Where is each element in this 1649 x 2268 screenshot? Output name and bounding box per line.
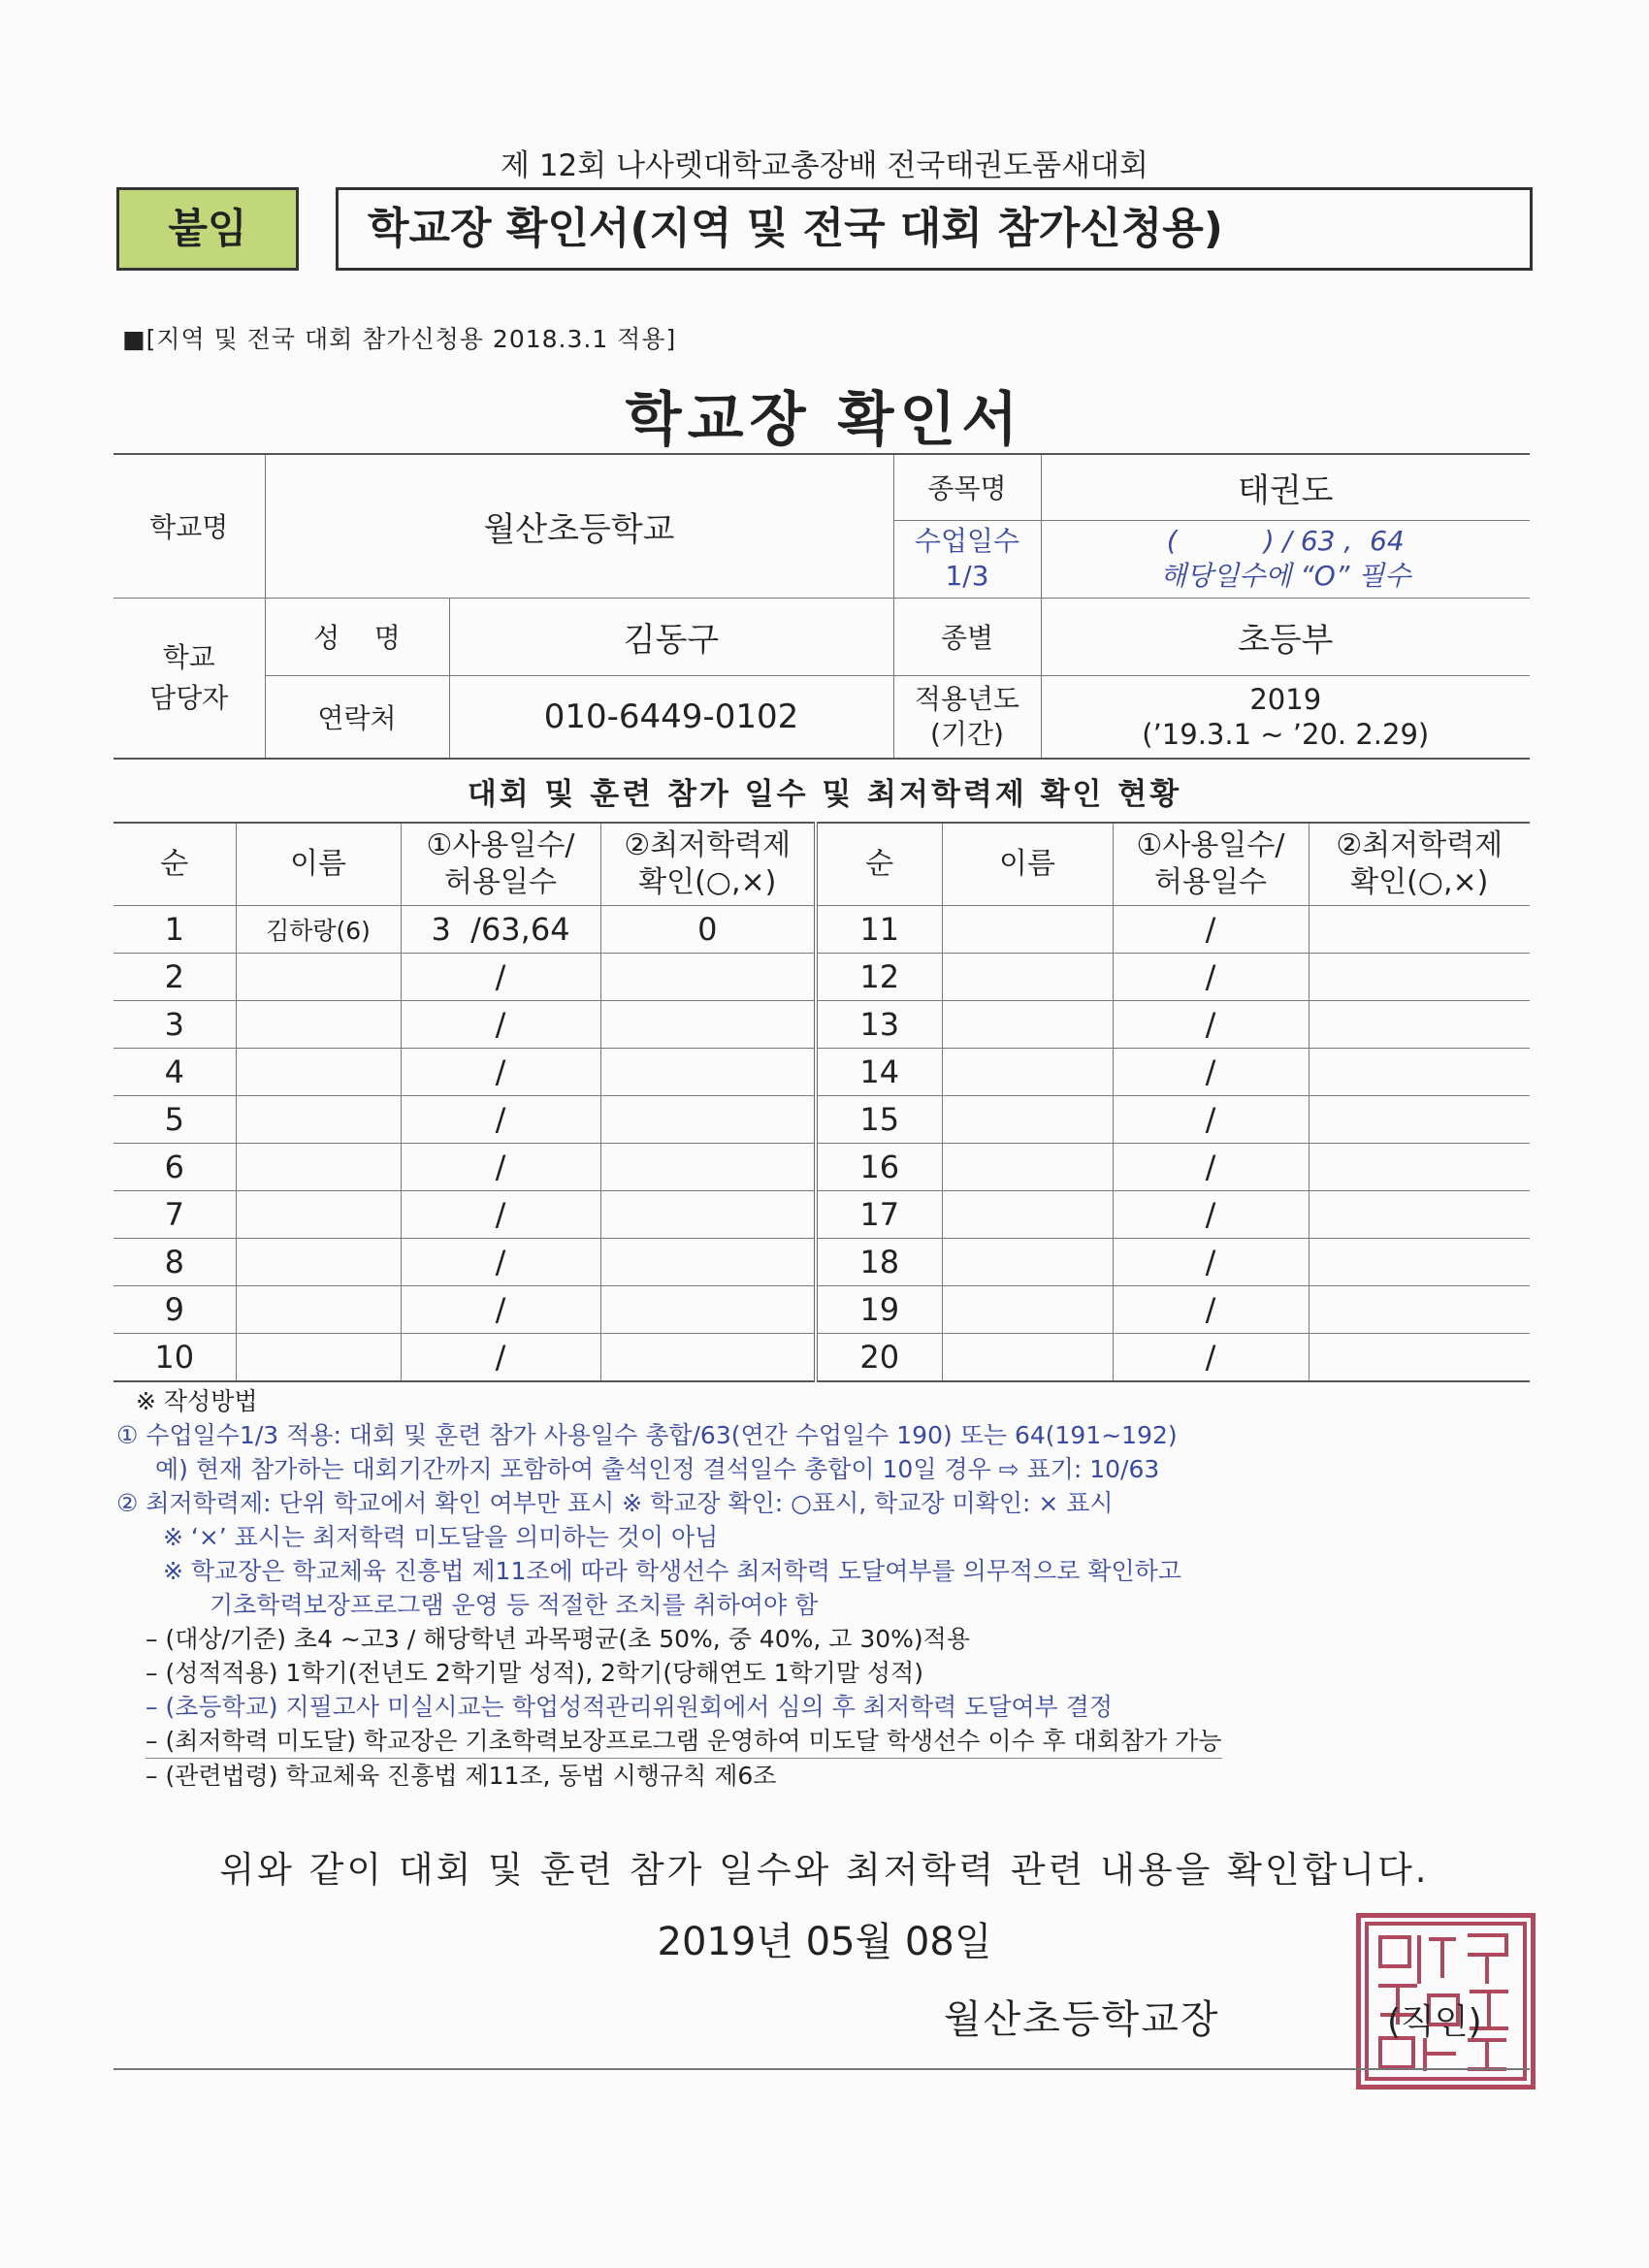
row-check-2 bbox=[1309, 1096, 1530, 1144]
year-label-2: (기간) bbox=[930, 717, 1004, 750]
row-name bbox=[236, 1001, 401, 1049]
col-name-2: 이름 bbox=[942, 823, 1113, 906]
class-days-label-1: 수업일수 bbox=[914, 525, 1020, 557]
year-label bbox=[893, 675, 1041, 759]
row-days: / bbox=[401, 1239, 600, 1286]
row-days: / bbox=[401, 1001, 600, 1049]
row-no-2: 11 bbox=[816, 906, 942, 954]
row-check bbox=[600, 1239, 816, 1286]
row-name-2 bbox=[942, 1286, 1113, 1334]
row-days-2: / bbox=[1113, 1096, 1309, 1144]
row-no: 7 bbox=[113, 1191, 236, 1239]
row-check bbox=[600, 1096, 816, 1144]
row-no-2: 17 bbox=[816, 1191, 942, 1239]
writing-instructions bbox=[116, 1384, 1533, 1793]
table-row bbox=[113, 1334, 1530, 1382]
confirmation-text: 위와 같이 대회 및 훈련 참가 일수와 최저학력 관련 내용을 확인합니다. bbox=[219, 1849, 1430, 1891]
event-title: 제 12회 나사렛대학교총장배 전국태권도품새대회 bbox=[501, 148, 1148, 183]
col-check-2nd-1: ②최저학력제 bbox=[1336, 828, 1504, 862]
school-name-label: 학교명 bbox=[113, 454, 265, 598]
col-check-2: 확인(○,×) bbox=[638, 865, 777, 899]
row-days-2: / bbox=[1113, 1001, 1309, 1049]
table-row bbox=[113, 1049, 1530, 1096]
row-check-2 bbox=[1309, 906, 1530, 954]
col-days-2nd-1: ①사용일수/ bbox=[1136, 828, 1285, 862]
row-no-2: 14 bbox=[816, 1049, 942, 1096]
manager-label-2: 담당자 bbox=[149, 681, 229, 714]
row-days: / bbox=[401, 1286, 600, 1334]
class-days-label-2: 1/3 bbox=[945, 560, 989, 592]
table-row bbox=[113, 906, 1530, 954]
row-name-2 bbox=[942, 954, 1113, 1001]
row-check-2 bbox=[1309, 1049, 1530, 1096]
row-days: 3 /63,64 bbox=[401, 906, 600, 954]
row-days-2: / bbox=[1113, 906, 1309, 954]
table-row bbox=[113, 1096, 1530, 1144]
contact-value: 010-6449-0102 bbox=[449, 675, 893, 759]
table-row bbox=[113, 954, 1530, 1001]
note-2c: ※ 학교장은 학교체육 진흥법 제11조에 따라 학생선수 최저학력 도달여부를 의무적으로 확인하고 bbox=[163, 1557, 1181, 1585]
notes-heading: ※ 작성방법 bbox=[136, 1387, 258, 1415]
row-check bbox=[600, 1286, 816, 1334]
col-days-2nd-2: 허용일수 bbox=[1154, 865, 1267, 899]
note-1b: 예) 현재 참가하는 대회기간까지 포함하여 출석인정 결석일수 총합이 10일 경우 ⇨ 표기: 10/63 bbox=[155, 1455, 1160, 1483]
applied-note: ■[지역 및 전국 대회 참가신청용 2018.3.1 적용] bbox=[122, 325, 677, 353]
participation-table bbox=[113, 822, 1530, 1382]
table-row bbox=[113, 1239, 1530, 1286]
row-no-2: 12 bbox=[816, 954, 942, 1001]
row-days-2: / bbox=[1113, 1239, 1309, 1286]
row-no-2: 18 bbox=[816, 1239, 942, 1286]
row-name bbox=[236, 954, 401, 1001]
row-days: / bbox=[401, 1334, 600, 1382]
row-days-2: / bbox=[1113, 1334, 1309, 1382]
principal-name: 월산초등학교장 bbox=[944, 1997, 1220, 2042]
form-title-box: 학교장 확인서(지역 및 전국 대회 참가신청용) bbox=[336, 187, 1533, 271]
division-label: 종별 bbox=[893, 598, 1041, 675]
detail-5: – (관련법령) 학교체육 진흥법 제11조, 동법 시행규칙 제6조 bbox=[146, 1758, 1222, 1793]
manager-label bbox=[113, 598, 265, 759]
row-no: 1 bbox=[113, 906, 236, 954]
class-days-label bbox=[893, 520, 1041, 598]
row-name-2 bbox=[942, 1239, 1113, 1286]
row-days: / bbox=[401, 1144, 600, 1191]
row-name-2 bbox=[942, 1096, 1113, 1144]
detail-4: – (최저학력 미도달) 학교장은 기초학력보장프로그램 운영하여 미도달 학생선수 이수 후 대회참가 가능 bbox=[146, 1727, 1222, 1755]
row-days-2: / bbox=[1113, 1144, 1309, 1191]
row-no: 9 bbox=[113, 1286, 236, 1334]
col-check bbox=[600, 823, 816, 906]
row-days-2: / bbox=[1113, 1286, 1309, 1334]
class-days-value-1: ( ) / 63 , 64 bbox=[1166, 525, 1405, 557]
event-label: 종목명 bbox=[893, 454, 1041, 520]
seal-label: (직인) bbox=[1387, 2002, 1482, 2042]
division-value: 초등부 bbox=[1041, 598, 1530, 675]
row-no: 6 bbox=[113, 1144, 236, 1191]
col-no: 순 bbox=[113, 823, 236, 906]
row-name-2 bbox=[942, 1191, 1113, 1239]
status-title: 대회 및 훈련 참가 일수 및 최저학력제 확인 현황 bbox=[467, 777, 1182, 812]
table-row bbox=[113, 1001, 1530, 1049]
row-check bbox=[600, 1049, 816, 1096]
school-info-table bbox=[113, 453, 1530, 760]
document-title: 학교장 확인서 bbox=[625, 386, 1024, 454]
row-no: 10 bbox=[113, 1334, 236, 1382]
row-name: 김하랑(6) bbox=[236, 906, 401, 954]
school-name-value: 월산초등학교 bbox=[265, 454, 893, 598]
class-days-value bbox=[1041, 520, 1530, 598]
row-days: / bbox=[401, 1049, 600, 1096]
row-name bbox=[236, 1096, 401, 1144]
row-no-2: 15 bbox=[816, 1096, 942, 1144]
event-value: 태권도 bbox=[1041, 454, 1530, 520]
manager-name-label: 성 명 bbox=[265, 598, 449, 675]
note-1a: ① 수업일수1/3 적용: 대회 및 훈련 참가 사용일수 총합/63(연간 수업일수 190) 또는 64(191~192) bbox=[116, 1421, 1178, 1449]
col-days-2nd bbox=[1113, 823, 1309, 906]
row-name-2 bbox=[942, 1001, 1113, 1049]
col-days bbox=[401, 823, 600, 906]
row-days-2: / bbox=[1113, 1049, 1309, 1096]
col-check-1: ②최저학력제 bbox=[624, 828, 792, 862]
table-row bbox=[113, 1286, 1530, 1334]
row-check-2 bbox=[1309, 1144, 1530, 1191]
note-2a: ② 최저학력제: 단위 학교에서 확인 여부만 표시 ※ 학교장 확인: ○표시, 학교장 미확인: × 표시 bbox=[116, 1489, 1114, 1517]
row-check-2 bbox=[1309, 954, 1530, 1001]
year-value bbox=[1041, 675, 1530, 759]
row-name bbox=[236, 1286, 401, 1334]
row-check-2 bbox=[1309, 1001, 1530, 1049]
row-no: 4 bbox=[113, 1049, 236, 1096]
year-label-1: 적용년도 bbox=[914, 682, 1020, 715]
detail-2: – (성적적용) 1학기(전년도 2학기말 성적), 2학기(당해연도 1학기말 성적) bbox=[146, 1659, 923, 1687]
row-name bbox=[236, 1334, 401, 1382]
col-days-2: 허용일수 bbox=[444, 865, 557, 899]
row-no: 5 bbox=[113, 1096, 236, 1144]
row-name-2 bbox=[942, 1334, 1113, 1382]
row-no-2: 20 bbox=[816, 1334, 942, 1382]
year-value-2: (’19.3.1 ~ ’20. 2.29) bbox=[1142, 717, 1430, 751]
row-no: 8 bbox=[113, 1239, 236, 1286]
manager-name-value: 김동구 bbox=[449, 598, 893, 675]
row-check: 0 bbox=[600, 906, 816, 954]
class-days-value-2: 해당일수에 “O” 필수 bbox=[1160, 560, 1411, 592]
row-no: 3 bbox=[113, 1001, 236, 1049]
detail-3: – (초등학교) 지필고사 미실시교는 학업성적관리위원회에서 심의 후 최저학력 도달여부 결정 bbox=[146, 1693, 1114, 1721]
manager-label-1: 학교 bbox=[162, 640, 215, 673]
row-name bbox=[236, 1191, 401, 1239]
col-no-2: 순 bbox=[816, 823, 942, 906]
table-row bbox=[113, 1191, 1530, 1239]
row-no-2: 19 bbox=[816, 1286, 942, 1334]
col-check-2nd-2: 확인(○,×) bbox=[1350, 865, 1489, 899]
row-check-2 bbox=[1309, 1239, 1530, 1286]
row-name bbox=[236, 1239, 401, 1286]
row-name-2 bbox=[942, 1144, 1113, 1191]
row-name-2 bbox=[942, 906, 1113, 954]
row-check bbox=[600, 1334, 816, 1382]
row-days: / bbox=[401, 954, 600, 1001]
detail-1: – (대상/기준) 초4 ~고3 / 해당학년 과목평균(초 50%, 중 40%, 고 30%)적용 bbox=[146, 1625, 970, 1653]
bottom-divider bbox=[113, 2068, 1530, 2070]
row-name bbox=[236, 1144, 401, 1191]
row-name bbox=[236, 1049, 401, 1096]
row-check-2 bbox=[1309, 1286, 1530, 1334]
year-value-1: 2019 bbox=[1249, 682, 1322, 716]
note-2b: ※ ‘×’ 표시는 최저학력 미도달을 의미하는 것이 아님 bbox=[163, 1523, 719, 1551]
attachment-badge: 붙임 bbox=[116, 187, 299, 271]
table-row bbox=[113, 1144, 1530, 1191]
row-check bbox=[600, 1001, 816, 1049]
col-check-2nd bbox=[1309, 823, 1530, 906]
row-days-2: / bbox=[1113, 1191, 1309, 1239]
row-check-2 bbox=[1309, 1191, 1530, 1239]
row-no-2: 13 bbox=[816, 1001, 942, 1049]
note-2d: 기초학력보장프로그램 운영 등 적절한 조치를 취하여야 함 bbox=[210, 1591, 819, 1619]
row-no-2: 16 bbox=[816, 1144, 942, 1191]
row-check bbox=[600, 954, 816, 1001]
contact-label: 연락처 bbox=[265, 675, 449, 759]
row-check bbox=[600, 1191, 816, 1239]
col-days-1: ①사용일수/ bbox=[426, 828, 575, 862]
row-days: / bbox=[401, 1191, 600, 1239]
row-days: / bbox=[401, 1096, 600, 1144]
row-days-2: / bbox=[1113, 954, 1309, 1001]
row-no: 2 bbox=[113, 954, 236, 1001]
issue-date: 2019년 05월 08일 bbox=[657, 1920, 992, 1964]
row-check bbox=[600, 1144, 816, 1191]
row-check-2 bbox=[1309, 1334, 1530, 1382]
row-name-2 bbox=[942, 1049, 1113, 1096]
col-name: 이름 bbox=[236, 823, 401, 906]
